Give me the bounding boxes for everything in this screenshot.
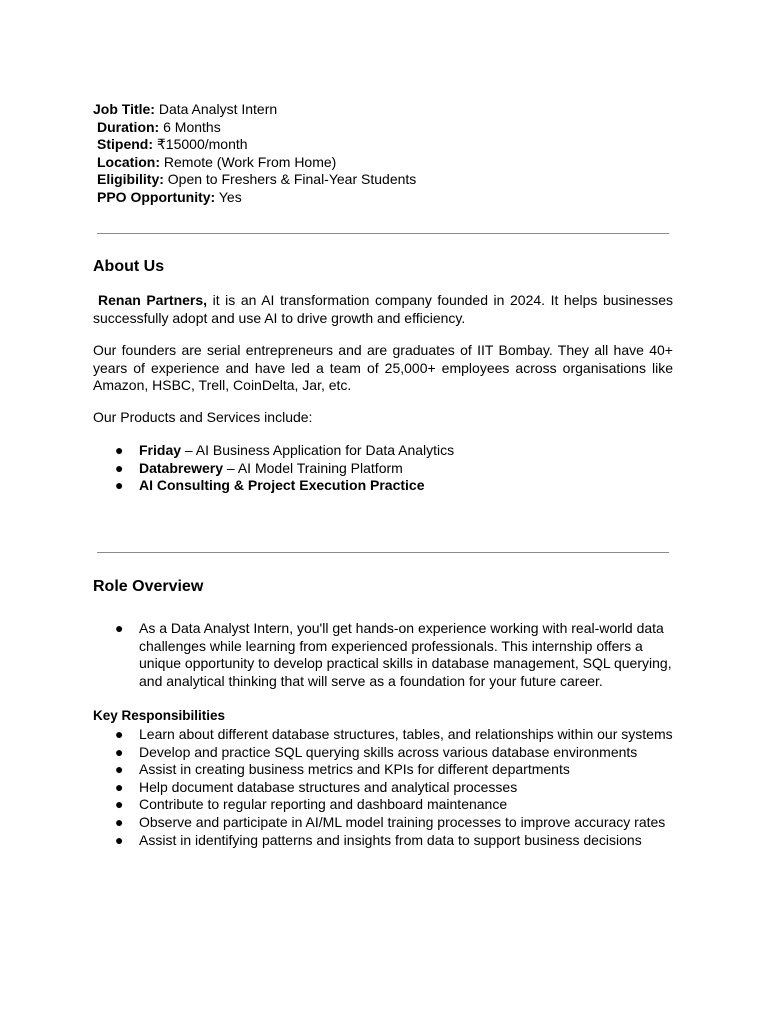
- products-list: [93, 442, 673, 495]
- bullet-icon: ●: [115, 743, 124, 760]
- bullet-icon: ●: [115, 761, 124, 778]
- list-item: ● Friday – AI Business Application for Data Analytics: [115, 442, 455, 458]
- about-paragraph-3: Our Products and Services include:: [93, 409, 313, 425]
- key-responsibilities-heading: Key Responsibilities: [93, 708, 226, 723]
- meta-job-title: Job Title: Data Analyst Intern: [93, 101, 278, 117]
- list-item: ● As a Data Analyst Intern, you'll get hands-on experience working with real-world data challenges while learning from experienced professionals. This internship offers a unique opportunity to develop practical skills in database management, SQL querying, and analytical thinking that will serve as a foundation for your future career.: [115, 620, 672, 689]
- list-item: ● Help document database structures and analytical processes: [115, 778, 518, 795]
- list-item: ● Assist in identifying patterns and insights from data to support business decisions: [115, 831, 642, 848]
- responsibilities-list: [93, 726, 673, 849]
- bullet-icon: ●: [115, 778, 124, 795]
- about-paragraph-1: Renan Partners, it is an AI transformation company founded in 2024. It helps businesses successfully adopt and use AI to drive growth and efficiency.: [93, 292, 673, 326]
- role-overview-list: [93, 620, 673, 690]
- job-meta: [93, 101, 673, 207]
- bullet-icon: ●: [115, 459, 124, 476]
- company-name: Renan Partners,: [98, 292, 208, 308]
- meta-ppo: PPO Opportunity: Yes: [97, 188, 242, 205]
- list-item: ● Databrewery – AI Model Training Platform: [115, 459, 403, 476]
- list-item: ● Assist in creating business metrics and KPIs for different departments: [115, 761, 570, 778]
- meta-stipend: Stipend: ₹15000/month: [97, 136, 248, 153]
- list-item: ● Learn about different database structures, tables, and relationships within our systems: [115, 726, 673, 742]
- bullet-icon: ●: [115, 813, 124, 830]
- meta-duration: Duration: 6 Months: [97, 118, 221, 135]
- bullet-icon: ●: [115, 620, 124, 636]
- divider: [97, 552, 669, 553]
- list-item: ● Develop and practice SQL querying skills across various database environments: [115, 743, 638, 760]
- divider: [97, 233, 669, 234]
- about-paragraph-2: Our founders are serial entrepreneurs and are graduates of IIT Bombay. They all have 40+ years of experience and have led a team of 25,000+ employees across organisations like Amazon, HSBC, Trell, CoinDelta, Jar, etc.: [93, 342, 673, 394]
- list-item: ● AI Consulting & Project Execution Practice: [115, 477, 425, 494]
- meta-location: Location: Remote (Work From Home): [97, 153, 337, 170]
- list-item: ● Observe and participate in AI/ML model training processes to improve accuracy rates: [115, 813, 666, 830]
- meta-eligibility: Eligibility: Open to Freshers & Final-Year Students: [97, 171, 417, 188]
- about-heading: About Us: [93, 258, 165, 275]
- bullet-icon: ●: [115, 726, 124, 742]
- role-heading: Role Overview: [93, 578, 204, 595]
- bullet-icon: ●: [115, 477, 124, 494]
- bullet-icon: ●: [115, 796, 124, 813]
- list-item: ● Contribute to regular reporting and dashboard maintenance: [115, 796, 508, 813]
- bullet-icon: ●: [115, 831, 124, 848]
- bullet-icon: ●: [115, 442, 124, 458]
